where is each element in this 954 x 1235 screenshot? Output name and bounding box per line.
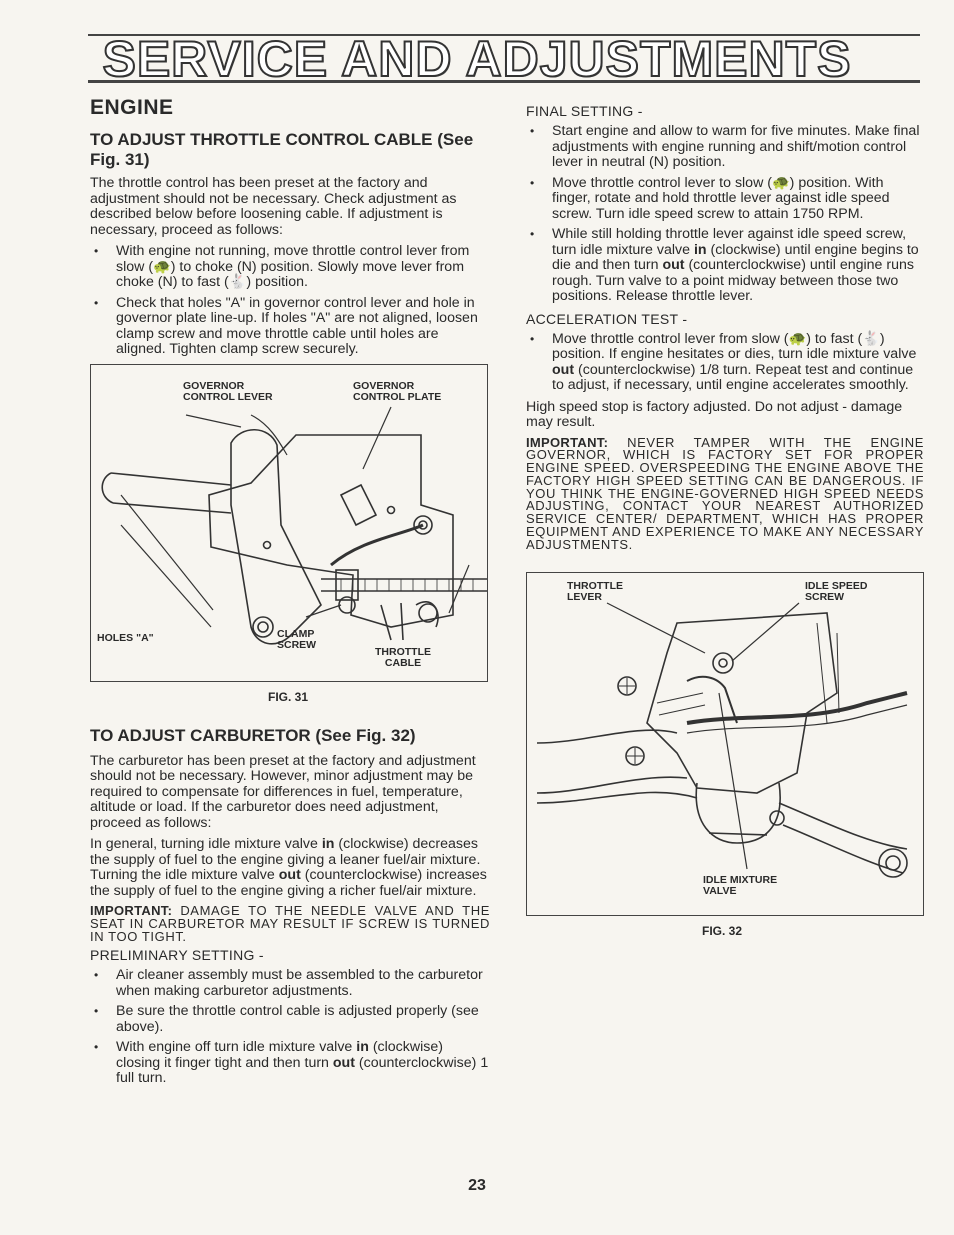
- preliminary-step-3: • With engine off turn idle mixture valve in (clockwise) closing it finger tight and then turn out (counterclockwise) 1 full turn.: [90, 1040, 490, 1087]
- figure-31-caption: FIG. 31: [267, 689, 308, 704]
- figure-32-caption: FIG. 32: [702, 923, 743, 938]
- label-idle-speed-screw: IDLE SPEED SCREW: [805, 579, 868, 603]
- acceleration-steps: [526, 332, 924, 394]
- figure-32: [526, 572, 924, 916]
- page-number: 23: [468, 1177, 486, 1194]
- label-governor-control-plate: GOVERNOR CONTROL PLATE: [353, 379, 442, 403]
- label-holes-a: HOLES "A": [97, 631, 154, 644]
- final-step-2: • Move throttle control lever to slow (🐢) position. With finger, rotate and hold throttle lever against idle speed screw. Turn idle speed screw to attain 1750 RPM.: [526, 176, 924, 223]
- throttle-step-1: • With engine not running, move throttle control lever from slow (🐢) to choke (N) position. Slowly move lever from choke (N) to fast (🐇) position.: [90, 244, 490, 291]
- preliminary-step-1: • Air cleaner assembly must be assembled to the carburetor when making carburetor adjustments.: [90, 968, 490, 999]
- preliminary-setting-label: PRELIMINARY SETTING -: [90, 947, 264, 964]
- preliminary-steps: [90, 968, 490, 1087]
- section-title-engine: ENGINE: [90, 96, 174, 119]
- figure-32-drawing: [527, 573, 923, 915]
- figure-31: [90, 364, 488, 682]
- throttle-step-2: • Check that holes "A" in governor control lever and hole in governor plate line-up. If holes "A" are not aligned, loosen clamp screw and move throttle cable until holes are aligned. Tighten clamp screw securely.: [90, 296, 490, 358]
- carburetor-mixture-note: In general, turning idle mixture valve in (clockwise) decreases the supply of fuel to the engine giving a leaner fuel/air mixture. Turning the idle mixture valve out (counterclockwise) increases the supply of fuel to the engine giving a richer fuel/air mixture.: [90, 836, 487, 899]
- final-step-3: • While still holding throttle lever against idle speed screw, turn idle mixture valve in (clockwise) until engine begins to die and then turn out (counterclockwise) until engine runs rough. Turn valve to a point midway between those two positions. Release throttle lever.: [526, 227, 924, 305]
- throttle-heading: TO ADJUST THROTTLE CONTROL CABLE (See Fig. 31): [90, 130, 474, 169]
- page-title: SERVICE AND ADJUSTMENTS: [102, 31, 852, 87]
- acceleration-test-label: ACCELERATION TEST -: [526, 310, 688, 327]
- throttle-steps: [90, 244, 490, 358]
- label-throttle-lever: THROTTLE LEVER: [567, 579, 623, 603]
- label-clamp-screw: CLAMP SCREW: [277, 627, 317, 651]
- governor-important-note: IMPORTANT: NEVER TAMPER WITH THE ENGINE GOVERNOR, WHICH IS FACTORY SET FOR PROPER ENGINE SPEED. OVERSPEEDING THE ENGINE ABOVE THE FACTORY HIGH SPEED SETTING CAN BE DANGEROUS. IF YOU THINK THE ENGINE-GOVERNED HIGH SPEED NEEDS ADJUSTING, CONTACT YOUR NEAREST AUTHORIZED SERVICE CENTER/ DEPARTMENT, WHICH HAS PROPER EQUIPMENT AND EXPERIENCE TO MAKE ANY NECESSARY ADJUSTMENTS.: [526, 434, 924, 552]
- carburetor-important-note: IMPORTANT: DAMAGE TO THE NEEDLE VALVE AND THE SEAT IN CARBURETOR MAY RESULT IF SCREW IS TURNED IN TOO TIGHT.: [90, 903, 490, 944]
- label-throttle-cable: THROTTLE CABLE: [375, 645, 431, 669]
- title-underline: [88, 80, 920, 83]
- high-speed-note: High speed stop is factory adjusted. Do not adjust - damage may result.: [526, 398, 903, 430]
- final-steps: [526, 124, 924, 305]
- carburetor-heading: TO ADJUST CARBURETOR (See Fig. 32): [90, 725, 416, 745]
- label-idle-mixture-valve: IDLE MIXTURE VALVE: [703, 873, 778, 897]
- final-setting-label: FINAL SETTING -: [526, 103, 643, 119]
- throttle-intro: The throttle control has been preset at the factory and adjustment should not be necessary. Check adjustment as described below before loosening cable. If adjustment is necessary, proceed as follows:: [90, 175, 457, 238]
- final-step-1: • Start engine and allow to warm for five minutes. Make final adjustments with engine running and shift/motion control lever in neutral (N) position.: [526, 124, 924, 171]
- right-column: [526, 103, 924, 938]
- acceleration-step-1: • Move throttle control lever from slow (🐢) to fast (🐇) position. If engine hesitates or dies, turn idle mixture valve out (counterclockwise) 1/8 turn. Repeat test and continue to adjust, if necessary, until engine accelerates smoothly.: [526, 332, 924, 394]
- carburetor-intro: The carburetor has been preset at the factory and adjustment should not be necessary. However, minor adjustment may be required to compensate for differences in fuel, temperature, altitude or load. If the carburetor does need adjustment, proceed as follows:: [90, 752, 476, 831]
- left-column: [90, 96, 490, 1093]
- label-governor-control-lever: GOVERNOR CONTROL LEVER: [183, 379, 273, 403]
- preliminary-step-2: • Be sure the throttle control cable is adjusted properly (see above).: [90, 1004, 490, 1035]
